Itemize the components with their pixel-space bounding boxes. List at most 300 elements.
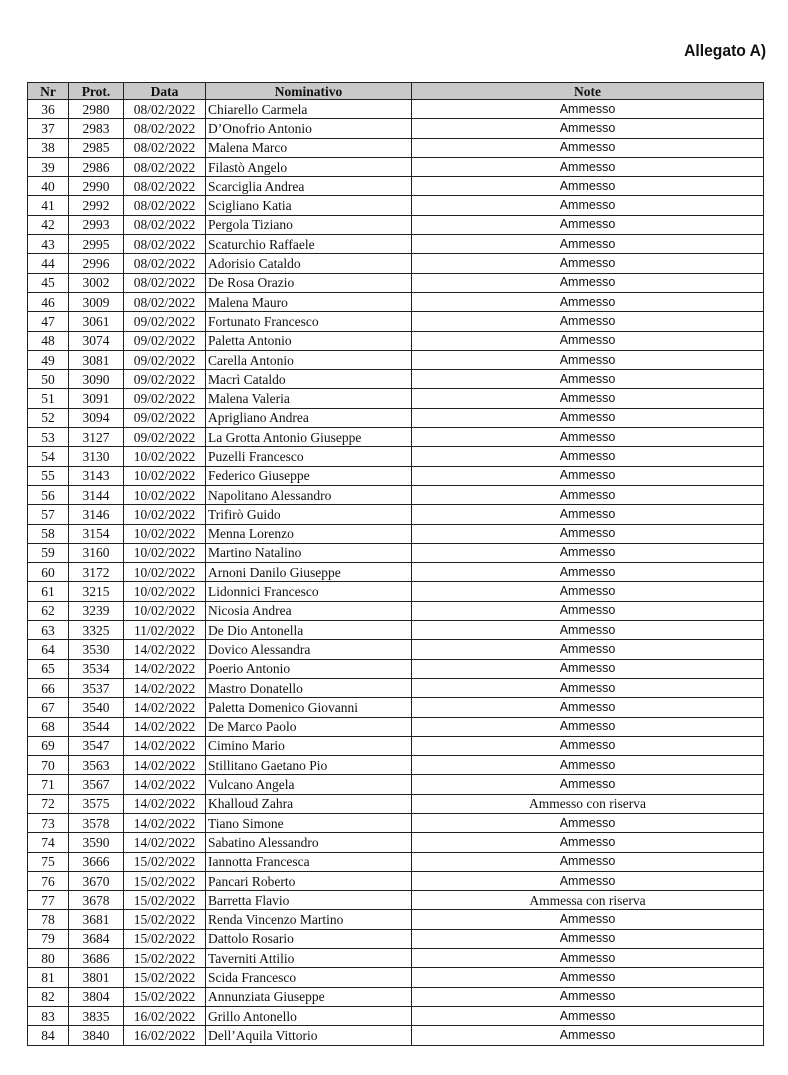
cell-nominativo: Vulcano Angela — [206, 775, 412, 794]
table-row — [28, 621, 764, 640]
cell-data: 14/02/2022 — [124, 659, 206, 678]
cell-prot: 3091 — [69, 389, 124, 408]
table-row — [28, 813, 764, 832]
cell-note: Ammesso — [412, 949, 764, 968]
cell-prot: 3540 — [69, 698, 124, 717]
table-row — [28, 563, 764, 582]
document-title: Allegato A) — [684, 41, 766, 60]
header-data: Data — [124, 83, 206, 100]
cell-note: Ammesso — [412, 929, 764, 948]
cell-data: 14/02/2022 — [124, 813, 206, 832]
cell-nr: 62 — [28, 601, 69, 620]
cell-prot: 3143 — [69, 466, 124, 485]
cell-note: Ammesso — [412, 698, 764, 717]
cell-nominativo: Puzelli Francesco — [206, 447, 412, 466]
table-row — [28, 331, 764, 350]
cell-data: 15/02/2022 — [124, 910, 206, 929]
table-row — [28, 524, 764, 543]
cell-note: Ammesso — [412, 968, 764, 987]
cell-nr: 37 — [28, 119, 69, 138]
cell-prot: 3127 — [69, 428, 124, 447]
cell-nr: 79 — [28, 929, 69, 948]
cell-nr: 82 — [28, 987, 69, 1006]
cell-nr: 72 — [28, 794, 69, 813]
table-row — [28, 756, 764, 775]
cell-data: 14/02/2022 — [124, 698, 206, 717]
cell-prot: 3666 — [69, 852, 124, 871]
cell-nominativo: Annunziata Giuseppe — [206, 987, 412, 1006]
cell-note: Ammesso — [412, 389, 764, 408]
cell-nominativo: Sabatino Alessandro — [206, 833, 412, 852]
cell-prot: 3547 — [69, 736, 124, 755]
cell-data: 15/02/2022 — [124, 891, 206, 910]
table-row — [28, 235, 764, 254]
table-row — [28, 292, 764, 311]
cell-data: 11/02/2022 — [124, 621, 206, 640]
cell-nominativo: De Dio Antonella — [206, 621, 412, 640]
cell-data: 09/02/2022 — [124, 331, 206, 350]
table-header-row — [28, 83, 764, 100]
cell-nominativo: De Rosa Orazio — [206, 273, 412, 292]
cell-prot: 3074 — [69, 331, 124, 350]
cell-nominativo: Tiano Simone — [206, 813, 412, 832]
table-row — [28, 273, 764, 292]
table-row — [28, 968, 764, 987]
cell-prot: 2990 — [69, 177, 124, 196]
table-row — [28, 1026, 764, 1045]
cell-prot: 3130 — [69, 447, 124, 466]
cell-data: 08/02/2022 — [124, 119, 206, 138]
cell-note: Ammesso — [412, 736, 764, 755]
cell-prot: 3840 — [69, 1026, 124, 1045]
cell-data: 14/02/2022 — [124, 717, 206, 736]
cell-nominativo: Taverniti Attilio — [206, 949, 412, 968]
cell-prot: 3530 — [69, 640, 124, 659]
table-row — [28, 177, 764, 196]
cell-prot: 3537 — [69, 678, 124, 697]
cell-note: Ammesso — [412, 582, 764, 601]
cell-nr: 60 — [28, 563, 69, 582]
cell-nominativo: Trifirò Guido — [206, 505, 412, 524]
cell-note: Ammesso con riserva — [412, 794, 764, 813]
cell-nominativo: Martino Natalino — [206, 543, 412, 562]
cell-note: Ammesso — [412, 215, 764, 234]
cell-nominativo: Fortunato Francesco — [206, 312, 412, 331]
cell-prot: 3146 — [69, 505, 124, 524]
cell-data: 08/02/2022 — [124, 196, 206, 215]
cell-note: Ammesso — [412, 119, 764, 138]
table-row — [28, 215, 764, 234]
cell-nominativo: Pancari Roberto — [206, 871, 412, 890]
cell-nominativo: Chiarello Carmela — [206, 100, 412, 119]
cell-nominativo: Napolitano Alessandro — [206, 485, 412, 504]
cell-note: Ammesso — [412, 910, 764, 929]
cell-nominativo: Mastro Donatello — [206, 678, 412, 697]
cell-nominativo: Aprigliano Andrea — [206, 408, 412, 427]
table-row — [28, 949, 764, 968]
cell-nr: 78 — [28, 910, 69, 929]
cell-nr: 71 — [28, 775, 69, 794]
cell-note: Ammesso — [412, 871, 764, 890]
cell-nr: 69 — [28, 736, 69, 755]
cell-note: Ammesso — [412, 563, 764, 582]
cell-nr: 39 — [28, 157, 69, 176]
cell-data: 15/02/2022 — [124, 852, 206, 871]
cell-note: Ammessa con riserva — [412, 891, 764, 910]
cell-nr: 46 — [28, 292, 69, 311]
cell-nr: 77 — [28, 891, 69, 910]
cell-note: Ammesso — [412, 813, 764, 832]
cell-nominativo: Lidonnici Francesco — [206, 582, 412, 601]
cell-nr: 59 — [28, 543, 69, 562]
cell-prot: 3670 — [69, 871, 124, 890]
cell-data: 08/02/2022 — [124, 273, 206, 292]
cell-nr: 45 — [28, 273, 69, 292]
cell-note: Ammesso — [412, 157, 764, 176]
cell-prot: 3575 — [69, 794, 124, 813]
table-row — [28, 601, 764, 620]
admissions-table — [27, 82, 764, 1046]
cell-prot: 3061 — [69, 312, 124, 331]
cell-note: Ammesso — [412, 1006, 764, 1025]
cell-nr: 36 — [28, 100, 69, 119]
cell-nr: 38 — [28, 138, 69, 157]
table-row — [28, 505, 764, 524]
cell-prot: 3681 — [69, 910, 124, 929]
cell-note: Ammesso — [412, 370, 764, 389]
cell-prot: 3215 — [69, 582, 124, 601]
cell-data: 08/02/2022 — [124, 138, 206, 157]
cell-prot: 3534 — [69, 659, 124, 678]
cell-nr: 51 — [28, 389, 69, 408]
cell-data: 09/02/2022 — [124, 428, 206, 447]
cell-note: Ammesso — [412, 659, 764, 678]
cell-data: 15/02/2022 — [124, 968, 206, 987]
cell-note: Ammesso — [412, 524, 764, 543]
header-prot: Prot. — [69, 83, 124, 100]
cell-nr: 75 — [28, 852, 69, 871]
table-row — [28, 466, 764, 485]
table-row — [28, 794, 764, 813]
cell-nominativo: Dovico Alessandra — [206, 640, 412, 659]
cell-nominativo: Scida Francesco — [206, 968, 412, 987]
cell-prot: 3325 — [69, 621, 124, 640]
cell-data: 10/02/2022 — [124, 466, 206, 485]
table-row — [28, 891, 764, 910]
table-row — [28, 775, 764, 794]
cell-prot: 3144 — [69, 485, 124, 504]
cell-prot: 3804 — [69, 987, 124, 1006]
cell-nominativo: Cimino Mario — [206, 736, 412, 755]
cell-note: Ammesso — [412, 678, 764, 697]
cell-nominativo: Filastò Angelo — [206, 157, 412, 176]
cell-note: Ammesso — [412, 717, 764, 736]
cell-nominativo: Scaturchio Raffaele — [206, 235, 412, 254]
cell-nr: 63 — [28, 621, 69, 640]
cell-prot: 3172 — [69, 563, 124, 582]
table-body — [28, 100, 764, 1046]
cell-nr: 83 — [28, 1006, 69, 1025]
cell-nominativo: Renda Vincenzo Martino — [206, 910, 412, 929]
cell-nr: 48 — [28, 331, 69, 350]
cell-nominativo: Nicosia Andrea — [206, 601, 412, 620]
cell-data: 10/02/2022 — [124, 524, 206, 543]
cell-prot: 3160 — [69, 543, 124, 562]
cell-nr: 64 — [28, 640, 69, 659]
cell-nominativo: De Marco Paolo — [206, 717, 412, 736]
table-row — [28, 1006, 764, 1025]
cell-data: 08/02/2022 — [124, 215, 206, 234]
cell-prot: 2995 — [69, 235, 124, 254]
cell-nr: 54 — [28, 447, 69, 466]
cell-nr: 58 — [28, 524, 69, 543]
table-row — [28, 871, 764, 890]
cell-nr: 50 — [28, 370, 69, 389]
cell-prot: 3094 — [69, 408, 124, 427]
table-row — [28, 370, 764, 389]
cell-nominativo: Scarciglia Andrea — [206, 177, 412, 196]
cell-nr: 55 — [28, 466, 69, 485]
cell-data: 09/02/2022 — [124, 350, 206, 369]
cell-nr: 56 — [28, 485, 69, 504]
cell-prot: 3678 — [69, 891, 124, 910]
table-row — [28, 833, 764, 852]
table-row — [28, 196, 764, 215]
cell-nr: 49 — [28, 350, 69, 369]
cell-data: 10/02/2022 — [124, 601, 206, 620]
cell-data: 10/02/2022 — [124, 563, 206, 582]
cell-prot: 2985 — [69, 138, 124, 157]
header-nominativo: Nominativo — [206, 83, 412, 100]
cell-data: 14/02/2022 — [124, 678, 206, 697]
cell-prot: 3081 — [69, 350, 124, 369]
table-row — [28, 543, 764, 562]
cell-note: Ammesso — [412, 621, 764, 640]
cell-prot: 3090 — [69, 370, 124, 389]
cell-nominativo: La Grotta Antonio Giuseppe — [206, 428, 412, 447]
cell-note: Ammesso — [412, 331, 764, 350]
cell-data: 10/02/2022 — [124, 543, 206, 562]
table-row — [28, 350, 764, 369]
cell-data: 08/02/2022 — [124, 292, 206, 311]
cell-data: 08/02/2022 — [124, 100, 206, 119]
cell-data: 08/02/2022 — [124, 177, 206, 196]
cell-prot: 3801 — [69, 968, 124, 987]
cell-nominativo: Macrì Cataldo — [206, 370, 412, 389]
cell-nominativo: Menna Lorenzo — [206, 524, 412, 543]
cell-nr: 41 — [28, 196, 69, 215]
cell-nr: 52 — [28, 408, 69, 427]
cell-nr: 76 — [28, 871, 69, 890]
cell-note: Ammesso — [412, 852, 764, 871]
cell-prot: 3684 — [69, 929, 124, 948]
cell-note: Ammesso — [412, 1026, 764, 1045]
cell-nominativo: Stillitano Gaetano Pio — [206, 756, 412, 775]
cell-data: 09/02/2022 — [124, 370, 206, 389]
cell-data: 15/02/2022 — [124, 929, 206, 948]
cell-prot: 2993 — [69, 215, 124, 234]
cell-nominativo: D’Onofrio Antonio — [206, 119, 412, 138]
cell-data: 09/02/2022 — [124, 312, 206, 331]
table-row — [28, 254, 764, 273]
cell-nominativo: Iannotta Francesca — [206, 852, 412, 871]
cell-nominativo: Poerio Antonio — [206, 659, 412, 678]
cell-nr: 70 — [28, 756, 69, 775]
cell-note: Ammesso — [412, 833, 764, 852]
cell-data: 15/02/2022 — [124, 871, 206, 890]
cell-note: Ammesso — [412, 505, 764, 524]
cell-nominativo: Adorisio Cataldo — [206, 254, 412, 273]
cell-nr: 68 — [28, 717, 69, 736]
cell-prot: 2983 — [69, 119, 124, 138]
table-row — [28, 987, 764, 1006]
cell-nr: 80 — [28, 949, 69, 968]
cell-prot: 3544 — [69, 717, 124, 736]
cell-data: 14/02/2022 — [124, 736, 206, 755]
cell-nominativo: Khalloud Zahra — [206, 794, 412, 813]
cell-note: Ammesso — [412, 466, 764, 485]
header-note: Note — [412, 83, 764, 100]
cell-nr: 73 — [28, 813, 69, 832]
cell-nr: 40 — [28, 177, 69, 196]
cell-prot: 3686 — [69, 949, 124, 968]
cell-note: Ammesso — [412, 196, 764, 215]
cell-note: Ammesso — [412, 543, 764, 562]
cell-prot: 3835 — [69, 1006, 124, 1025]
cell-prot: 3002 — [69, 273, 124, 292]
cell-nr: 42 — [28, 215, 69, 234]
table-row — [28, 447, 764, 466]
cell-nominativo: Malena Marco — [206, 138, 412, 157]
cell-note: Ammesso — [412, 273, 764, 292]
table-row — [28, 852, 764, 871]
cell-data: 16/02/2022 — [124, 1006, 206, 1025]
cell-nominativo: Pergola Tiziano — [206, 215, 412, 234]
cell-nominativo: Federico Giuseppe — [206, 466, 412, 485]
table-row — [28, 389, 764, 408]
table-row — [28, 428, 764, 447]
cell-nominativo: Dell’Aquila Vittorio — [206, 1026, 412, 1045]
cell-note: Ammesso — [412, 138, 764, 157]
table-row — [28, 678, 764, 697]
table-row — [28, 100, 764, 119]
cell-prot: 3154 — [69, 524, 124, 543]
cell-data: 14/02/2022 — [124, 775, 206, 794]
table-row — [28, 736, 764, 755]
cell-data: 08/02/2022 — [124, 157, 206, 176]
cell-nominativo: Scigliano Katia — [206, 196, 412, 215]
cell-note: Ammesso — [412, 601, 764, 620]
table-row — [28, 138, 764, 157]
cell-nr: 44 — [28, 254, 69, 273]
cell-note: Ammesso — [412, 100, 764, 119]
cell-nominativo: Malena Mauro — [206, 292, 412, 311]
cell-prot: 2996 — [69, 254, 124, 273]
cell-nr: 43 — [28, 235, 69, 254]
cell-nominativo: Paletta Domenico Giovanni — [206, 698, 412, 717]
cell-nominativo: Carella Antonio — [206, 350, 412, 369]
cell-note: Ammesso — [412, 485, 764, 504]
cell-data: 14/02/2022 — [124, 640, 206, 659]
cell-data: 10/02/2022 — [124, 505, 206, 524]
cell-nr: 61 — [28, 582, 69, 601]
cell-data: 09/02/2022 — [124, 408, 206, 427]
cell-prot: 2992 — [69, 196, 124, 215]
cell-nr: 57 — [28, 505, 69, 524]
cell-nominativo: Dattolo Rosario — [206, 929, 412, 948]
table-row — [28, 659, 764, 678]
cell-note: Ammesso — [412, 312, 764, 331]
cell-prot: 3563 — [69, 756, 124, 775]
cell-nr: 74 — [28, 833, 69, 852]
cell-nr: 81 — [28, 968, 69, 987]
cell-nr: 67 — [28, 698, 69, 717]
table-row — [28, 717, 764, 736]
cell-prot: 2980 — [69, 100, 124, 119]
cell-prot: 3239 — [69, 601, 124, 620]
cell-data: 16/02/2022 — [124, 1026, 206, 1045]
cell-note: Ammesso — [412, 350, 764, 369]
table-row — [28, 910, 764, 929]
cell-nr: 65 — [28, 659, 69, 678]
cell-prot: 3590 — [69, 833, 124, 852]
cell-nominativo: Grillo Antonello — [206, 1006, 412, 1025]
cell-prot: 3578 — [69, 813, 124, 832]
cell-data: 10/02/2022 — [124, 447, 206, 466]
cell-data: 14/02/2022 — [124, 833, 206, 852]
cell-nr: 47 — [28, 312, 69, 331]
cell-nominativo: Malena Valeria — [206, 389, 412, 408]
cell-data: 10/02/2022 — [124, 485, 206, 504]
cell-note: Ammesso — [412, 640, 764, 659]
cell-data: 15/02/2022 — [124, 949, 206, 968]
cell-data: 14/02/2022 — [124, 794, 206, 813]
cell-prot: 3009 — [69, 292, 124, 311]
cell-note: Ammesso — [412, 447, 764, 466]
cell-note: Ammesso — [412, 254, 764, 273]
cell-nr: 84 — [28, 1026, 69, 1045]
table-row — [28, 582, 764, 601]
cell-note: Ammesso — [412, 235, 764, 254]
cell-data: 14/02/2022 — [124, 756, 206, 775]
table-row — [28, 408, 764, 427]
cell-prot: 2986 — [69, 157, 124, 176]
cell-note: Ammesso — [412, 177, 764, 196]
cell-note: Ammesso — [412, 428, 764, 447]
table-row — [28, 157, 764, 176]
table-row — [28, 929, 764, 948]
cell-data: 08/02/2022 — [124, 235, 206, 254]
cell-nominativo: Arnoni Danilo Giuseppe — [206, 563, 412, 582]
cell-note: Ammesso — [412, 408, 764, 427]
cell-nominativo: Paletta Antonio — [206, 331, 412, 350]
cell-data: 10/02/2022 — [124, 582, 206, 601]
cell-note: Ammesso — [412, 775, 764, 794]
cell-note: Ammesso — [412, 987, 764, 1006]
table-row — [28, 119, 764, 138]
cell-data: 15/02/2022 — [124, 987, 206, 1006]
cell-data: 09/02/2022 — [124, 389, 206, 408]
cell-note: Ammesso — [412, 292, 764, 311]
table-row — [28, 485, 764, 504]
cell-data: 08/02/2022 — [124, 254, 206, 273]
cell-prot: 3567 — [69, 775, 124, 794]
cell-nr: 53 — [28, 428, 69, 447]
table-row — [28, 312, 764, 331]
cell-nominativo: Barretta Flavio — [206, 891, 412, 910]
cell-note: Ammesso — [412, 756, 764, 775]
cell-nr: 66 — [28, 678, 69, 697]
